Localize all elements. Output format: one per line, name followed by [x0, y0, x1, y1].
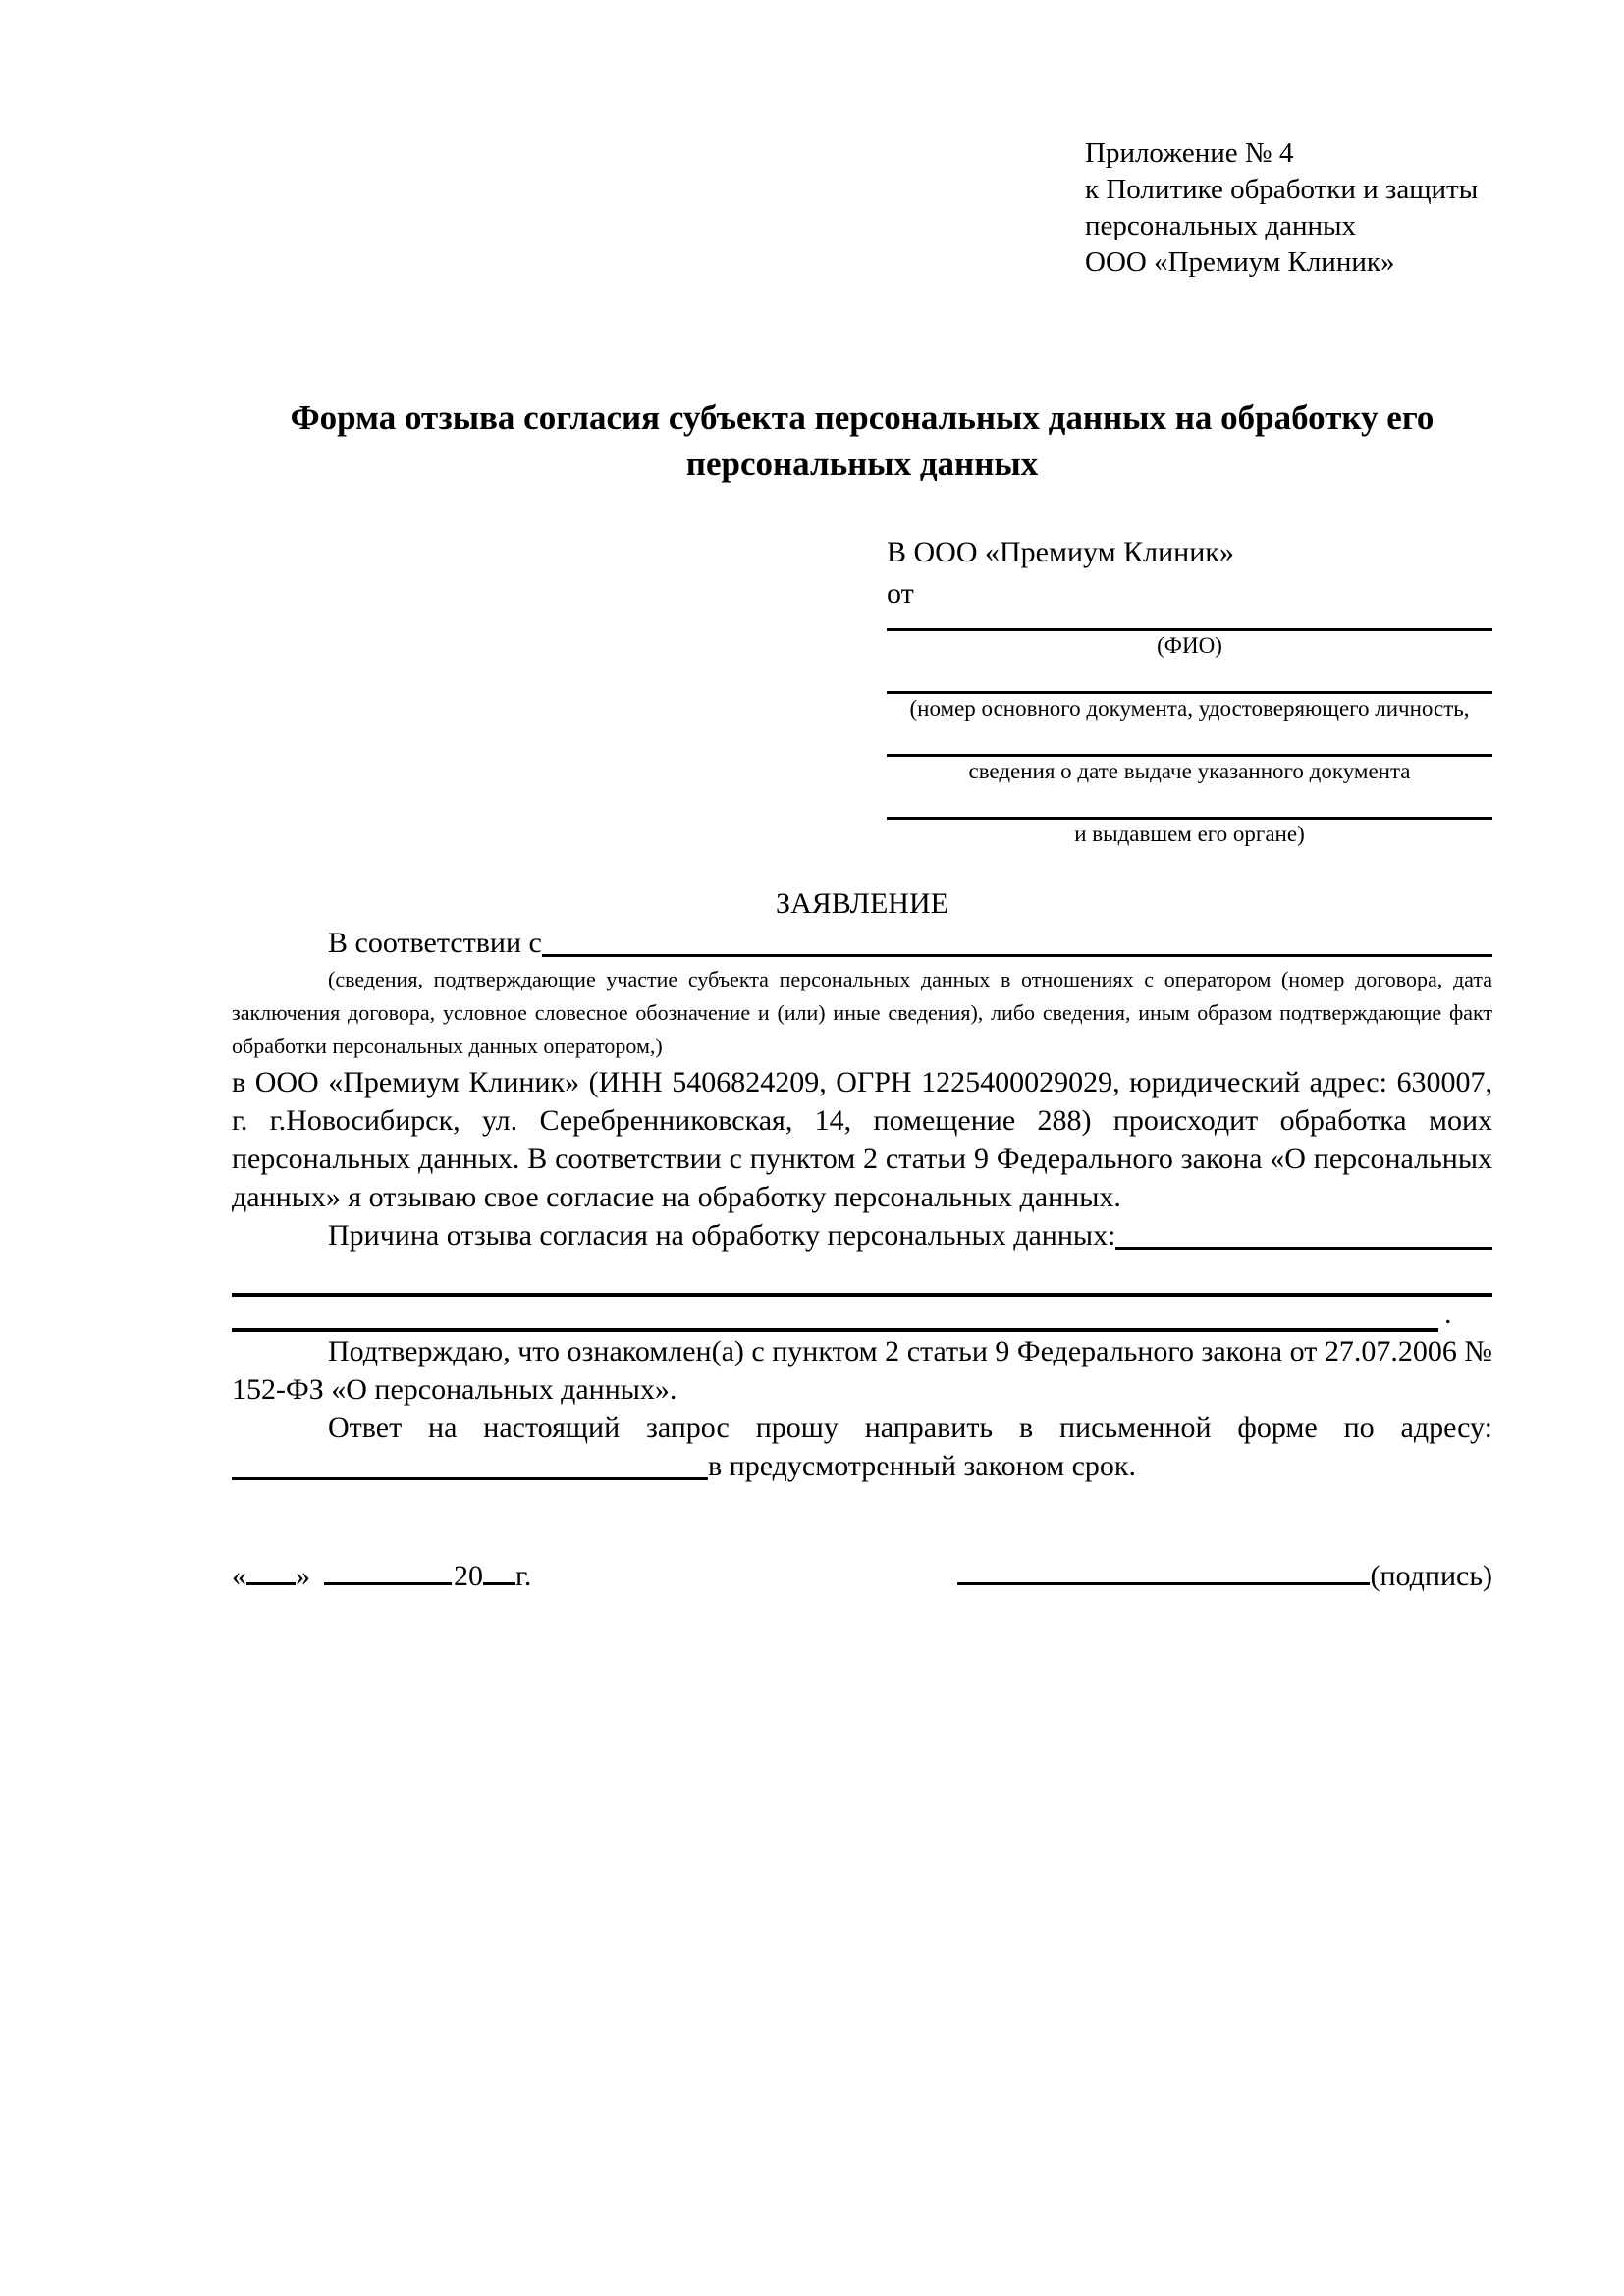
addressee-to: В ООО «Премиум Клиник» — [887, 536, 1234, 568]
issue-date-field — [887, 723, 1492, 786]
issuing-authority-blank-line — [887, 786, 1492, 820]
appendix-line: к Политике обработки и защиты — [1085, 174, 1479, 205]
appendix-note — [1085, 135, 1492, 281]
document-title: Форма отзыва согласия субъекта персональных данных на обработку его персональных данных — [290, 399, 1435, 483]
addressee-block — [887, 532, 1492, 849]
document-number-caption: (номер основного документа, удостоверяющего личность, — [909, 696, 1470, 721]
appendix-line: Приложение № 4 — [1085, 137, 1294, 169]
reason-blank-line — [1115, 1216, 1492, 1250]
day-blank-line — [246, 1556, 296, 1585]
reason-writing-line-2-row — [232, 1297, 1492, 1332]
sentence-period: . — [1444, 1298, 1452, 1330]
fio-blank-line — [887, 614, 1492, 631]
reason-writing-line-1 — [232, 1255, 1492, 1297]
fio-caption: (ФИО) — [1157, 633, 1222, 658]
reply-tail-text: в предусмотренный законом срок. — [708, 1450, 1136, 1482]
reply-address-row — [232, 1447, 1492, 1485]
paragraph-indent — [232, 1216, 328, 1255]
issuing-authority-field — [887, 786, 1492, 849]
paragraph-indent — [232, 924, 328, 963]
issue-date-caption: сведения о дате выдаче указанного документа — [968, 759, 1411, 783]
document-number-blank-line — [887, 661, 1492, 694]
issue-date-blank-line — [887, 723, 1492, 757]
close-quote: » — [296, 1560, 310, 1592]
reply-address-blank-line — [232, 1447, 708, 1480]
fine-print-note: (сведения, подтверждающие участие субъекта персональных данных в отношениях с оператором (номер договора, дата заключения договора, условное словесное обозначение и (или) иные сведения), либо сведения, иным образом подтверждающие факт обработки персональных данных оператором,) — [232, 967, 1492, 1058]
addressee-from: от — [887, 577, 914, 610]
date-signature-row — [232, 1556, 1492, 1597]
reason-label: Причина отзыва согласия на обработку персональных данных: — [328, 1219, 1116, 1252]
date-line — [232, 1556, 531, 1597]
year-suffix: г. — [515, 1560, 532, 1592]
in-accordance-label: В соответствии с — [328, 927, 542, 959]
month-blank-line — [324, 1556, 452, 1585]
signature-line — [957, 1556, 1492, 1597]
year-blank-line — [483, 1556, 515, 1585]
appendix-line: персональных данных — [1085, 210, 1357, 241]
signature-blank-line — [957, 1556, 1370, 1585]
reply-paragraph: Ответ на настоящий запрос прошу направить в письменной форме по адресу: — [328, 1412, 1492, 1444]
reason-row — [232, 1216, 1492, 1255]
fio-field — [887, 614, 1492, 661]
confirmation-paragraph: Подтверждаю, что ознакомлен(а) с пунктом 2 статьи 9 Федерального закона от 27.07.2006 № 152-ФЗ «О персональных данных». — [232, 1335, 1492, 1406]
issuing-authority-caption: и выдавшем его органе) — [1074, 822, 1305, 846]
in-accordance-row — [232, 924, 1492, 963]
appendix-line: ООО «Премиум Клиник» — [1085, 246, 1395, 278]
century-text: 20 — [454, 1560, 483, 1592]
body-paragraph: в ООО «Премиум Клиник» (ИНН 5406824209, ОГРН 1225400029029, юридический адрес: 630007, г. г.Новосибирск, ул. Серебренниковская, 14, помещение 288) происходит обработка моих персональных данных. В соответствии с пунктом 2 статьи 9 Федерального закона «О персональных данных» я отзываю свое согласие на обработку персональных данных. — [232, 1066, 1492, 1213]
open-quote: « — [232, 1560, 246, 1592]
document-number-field — [887, 661, 1492, 723]
reason-writing-line-2 — [232, 1297, 1438, 1332]
statement-heading: ЗАЯВЛЕНИЕ — [776, 887, 948, 920]
in-accordance-blank-line — [542, 924, 1492, 957]
signature-caption: (подпись) — [1370, 1560, 1492, 1592]
